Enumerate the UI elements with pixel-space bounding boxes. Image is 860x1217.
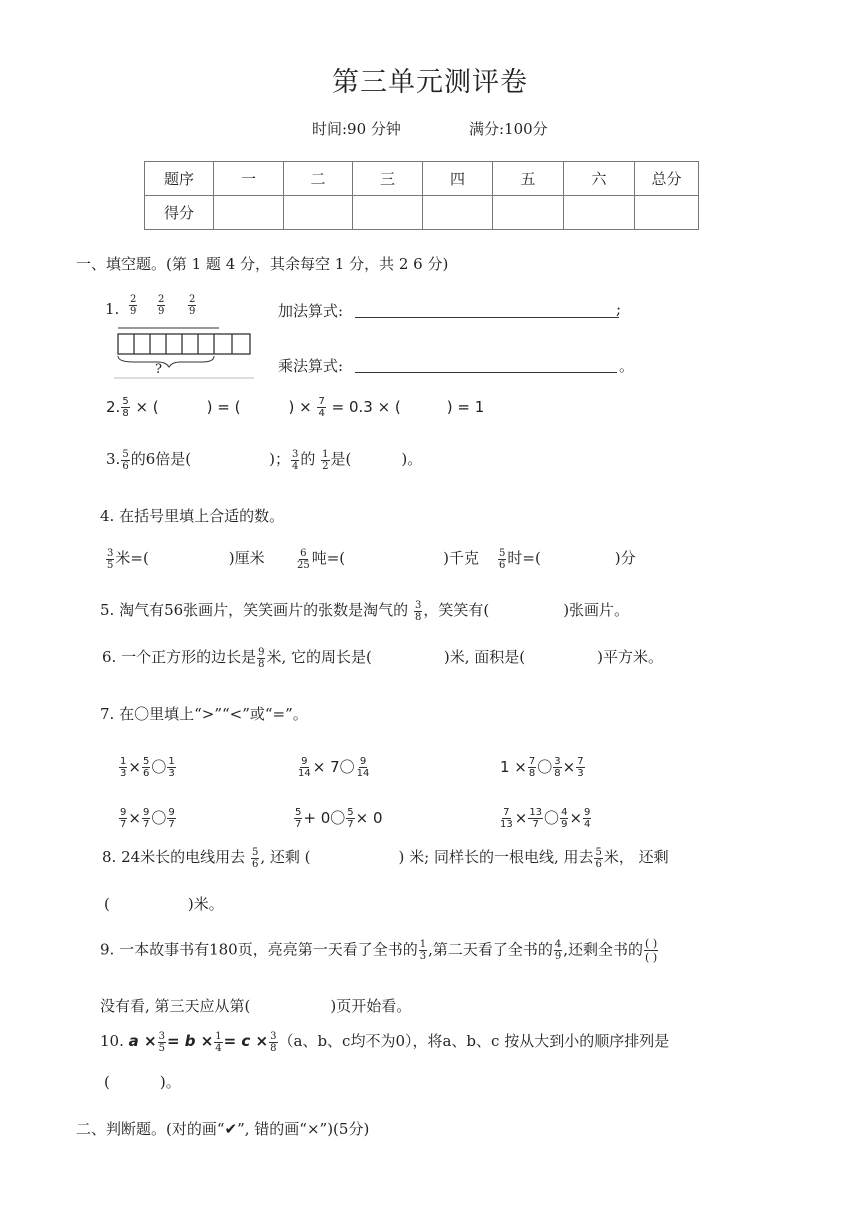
addition-answer-line[interactable]: [355, 300, 622, 318]
compare-circle[interactable]: 〇: [330, 809, 346, 827]
brace-diagram: [114, 326, 254, 380]
score-input-cell[interactable]: [284, 196, 353, 230]
compare-circle[interactable]: 〇: [537, 758, 553, 776]
table-cell: 题序: [145, 162, 214, 196]
table-cell: 总分: [635, 162, 699, 196]
score-input-cell[interactable]: [564, 196, 635, 230]
score-input-cell[interactable]: [353, 196, 423, 230]
table-row: [145, 162, 699, 196]
q5-line: 5. 淘气有56张画片，笑笑画片的张数是淘气的 $\frac{3}{8}$ ，笑笑有( )张画片。: [100, 599, 630, 623]
q9-line-1: 9. 一本故事书有180页，亮亮第一天看了全书的 $\frac{1}{3}$ ,第二天看了全书的 $\frac{4}{9}$ ,还剩全书的 $\frac{( )}{( )}$: [100, 937, 658, 964]
q1-number: 1.: [105, 300, 120, 318]
section-2-heading: 二、判断题。(对的画“✔”, 错的画“×”)(5分): [76, 1120, 370, 1138]
fraction: $\frac{2}{9}$: [189, 294, 196, 317]
q6-line: 6. 一个正方形的边长是 $\frac{9}{8}$ 米, 它的周长是( )米, 面积是( )平方米。: [102, 646, 663, 670]
fraction: $\frac{2}{9}$: [158, 294, 165, 317]
compare-circle[interactable]: 〇: [544, 809, 560, 827]
table-cell: 三: [353, 162, 423, 196]
q7-expr-2a: $\frac{9}{7}$ × $\frac{9}{7}$ 〇 $\frac{9}{7}$: [120, 807, 175, 830]
q7-expr-2c: $\frac{7}{13}$ × $\frac{13}{7}$ 〇 $\frac{4}{9}$ × $\frac{9}{4}$: [500, 807, 591, 830]
page-title: 第三单元测评卷: [332, 67, 528, 98]
q4-b: $\frac{6}{25}$ 吨=( )千克: [297, 547, 480, 571]
score-input-cell[interactable]: [635, 196, 699, 230]
fraction: $\frac{2}{9}$: [130, 294, 137, 317]
addition-end: ;: [616, 300, 622, 318]
compare-circle[interactable]: 〇: [151, 758, 167, 776]
multiplication-end: 。: [619, 357, 635, 375]
score-table: [144, 161, 699, 230]
multiplication-label: 乘法算式:: [278, 357, 344, 375]
table-row: [145, 196, 699, 230]
q3-line: 3. $\frac{5}{6}$ 的6倍是( )； $\frac{3}{4}$ 的 $\frac{1}{2}$ 是( )。: [106, 448, 423, 472]
multiplication-answer-line[interactable]: [355, 355, 617, 373]
q7-text: 7. 在〇里填上“>”“<”或“=”。: [100, 705, 308, 723]
q7-expr-1a: $\frac{1}{3}$ × $\frac{5}{6}$ 〇 $\frac{1}{3}$: [120, 756, 175, 779]
q7-expr-1c: 1 × $\frac{7}{8}$ 〇 $\frac{3}{8}$ × $\frac{7}{3}$: [500, 756, 584, 779]
table-cell: 一: [214, 162, 284, 196]
q8-line-1: 8. 24米长的电线用去 $\frac{5}{6}$ , 还剩 ( ) 米; 同样长的一根电线, 用去 $\frac{5}{6}$ 米， 还剩: [102, 846, 669, 870]
q7-expr-2b: $\frac{5}{7}$ + 0〇 $\frac{5}{7}$ × 0: [295, 807, 383, 830]
q10-line-2: ( )。: [104, 1073, 181, 1091]
table-cell: 四: [423, 162, 493, 196]
q9-line-2: 没有看, 第三天应从第( )页开始看。: [100, 997, 412, 1015]
q4-c: $\frac{5}{6}$ 时=( )分: [499, 547, 636, 571]
question-mark: ?: [155, 362, 162, 377]
table-cell: 得分: [145, 196, 214, 230]
section-1-heading: 一、填空题。(第 1 题 4 分，其余每空 1 分，共 2 6 分): [76, 255, 449, 273]
score-input-cell[interactable]: [493, 196, 564, 230]
table-cell: 二: [284, 162, 353, 196]
fraction-bar-diagram: [114, 326, 254, 380]
addition-label: 加法算式:: [278, 302, 344, 320]
score-input-cell[interactable]: [214, 196, 284, 230]
q8-line-2: ( )米。: [104, 895, 224, 913]
table-cell: 五: [493, 162, 564, 196]
score-input-cell[interactable]: [423, 196, 493, 230]
q2-line: 2. $\frac{5}{8}$ × ( ) = ( ) × $\frac{7}{4}$ = 0.3 × ( ) = 1: [106, 396, 485, 419]
full-score: 满分:100分: [469, 120, 548, 138]
compare-circle[interactable]: 〇: [151, 809, 167, 827]
table-cell: 六: [564, 162, 635, 196]
exam-time: 时间:90 分钟: [312, 120, 401, 138]
q4-a: $\frac{3}{5}$ 米=( )厘米: [107, 547, 265, 571]
q4-text: 4. 在括号里填上合适的数。: [100, 507, 285, 525]
q10-line-1: 10. a × $\frac{3}{5}$ = b × $\frac{1}{4}$ = c × $\frac{3}{8}$ （a、b、c均不为0），将a、b、c 按从大到小的顺序排列是: [100, 1030, 670, 1054]
compare-circle[interactable]: 〇: [339, 758, 355, 776]
q7-expr-1b: $\frac{9}{14}$ × 7〇 $\frac{9}{14}$: [298, 756, 370, 779]
